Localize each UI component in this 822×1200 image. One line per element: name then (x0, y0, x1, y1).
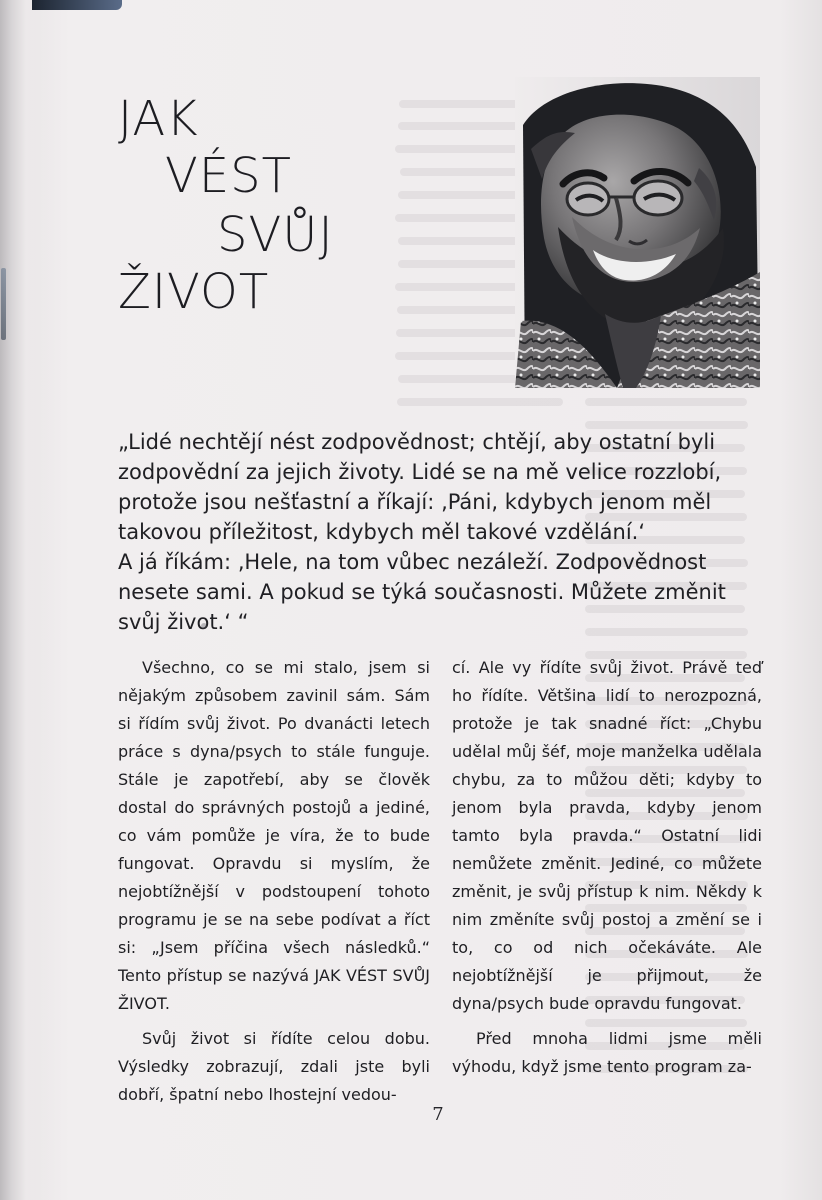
title-line-1: JAK (118, 91, 199, 147)
right-paragraph-2: Před mnoha lidmi jsme měli výhodu, když jsme tento program za- (452, 1029, 762, 1076)
quote-line-6: nesete sami. A pokud se týká současnosti. Můžete změnit (118, 580, 726, 604)
chapter-title (118, 91, 358, 321)
right-paragraph-1: cí. Ale vy řídíte svůj život. Právě teď ho řídíte. Většina lidí to nerozpozná, protože je tak snadné říct: „Chybu udělal můj šéf, moje manželka udělala chybu, za to můžou děti; kdyby to jenom byla pravda, kdyby jenom tamto byla pravda.“ Ostatní lidi nemůžete změnit. Jediné, co můžete změnit, je svůj přístup k nim. Někdy k nim změníte svůj postoj a změní se i to, co od nich očekáváte. Ale nejobtížnější je přijmout, že dyna/psych bude opravdu fungovat. (452, 658, 762, 1013)
paper-speck (201, 623, 207, 629)
author-portrait (515, 77, 760, 388)
quote-line-3: protože jsou nešťastní a říkají: ‚Páni, kdybych jenom měl (118, 490, 712, 514)
quote-line-7: svůj život.‘ “ (118, 610, 249, 634)
right-column (452, 654, 762, 1081)
title-line-4: ŽIVOT (118, 264, 270, 320)
featured-quote (118, 427, 775, 637)
binding-shadow (0, 0, 52, 1200)
left-paragraph-2: Svůj život si řídíte celou dobu. Výsledky zobrazují, zdali jste byli dobří, špatní nebo lhostejní vedou- (118, 1029, 430, 1104)
left-paragraph-1: Všechno, co se mi stalo, jsem si nějakým způsobem zavinil sám. Sám si řídím svůj život. Po dvanácti letech práce s dyna/psych to stále funguje. Stále je zapotřebí, aby se člověk dostal do správných postojů a jediné, co vám pomůže je víra, že to bude fungovat. Opravdu si myslím, že nejobtížnější v podstoupení tohoto programu je se na sebe podívat a říct si: „Jsem příčina všech následků.“ Tento přístup se nazývá JAK VÉST SVŮJ ŽIVOT. (118, 658, 430, 1013)
blue-cover-edge (32, 0, 122, 10)
quote-line-5: A já říkám: ‚Hele, na tom vůbec nezáleží. Zodpovědnost (118, 550, 707, 574)
quote-line-1: „Lidé nechtějí nést zodpovědnost; chtějí, aby ostatní byli (118, 430, 716, 454)
title-line-2: VÉST (165, 148, 292, 204)
page-number: 7 (432, 1104, 444, 1125)
quote-line-2: zodpovědní za jejich životy. Lidé se na mě velice rozzlobí, (118, 460, 722, 484)
title-line-3: SVŮJ (217, 207, 334, 263)
quote-line-4: takovou příležitost, kdybych měl takové vzdělání.‘ (118, 520, 646, 544)
left-column (118, 654, 430, 1109)
left-edge-mark (1, 268, 6, 340)
portrait-photo (515, 77, 760, 388)
